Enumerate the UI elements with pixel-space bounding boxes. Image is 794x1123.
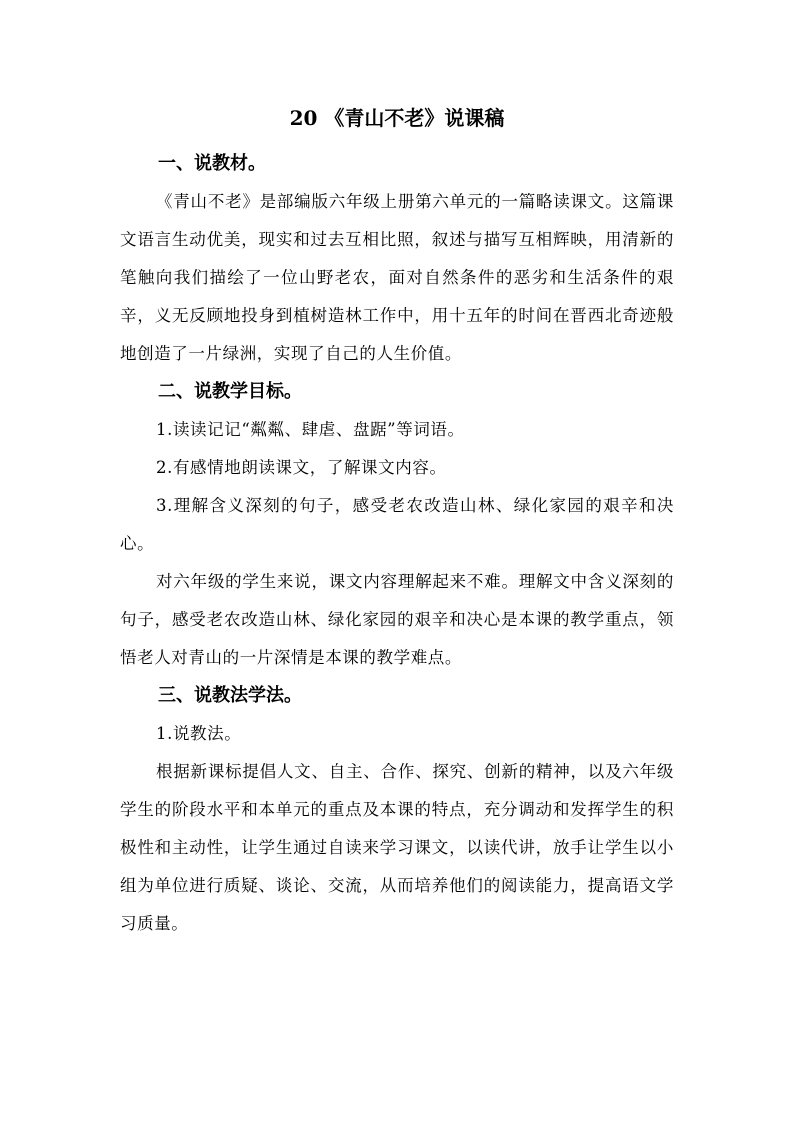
goal-item-2: 2.有感情地朗读课文，了解课文内容。 xyxy=(156,458,447,477)
paragraph-textbook: 《青山不老》是部编版六年级上册第六单元的一篇略读课文。这篇课文语言生动优美，现实和过去互相比照，叙述与描写互相辉映，用清新的笔触向我们描绘了一位山野老农，面对自然条件的恶劣和生活条件的艰辛，义无反顾地投身到植树造林工作中，用十五年的时间在晋西北奇迹般地创造了一片绿洲，实现了自己的人生价值。 xyxy=(120,192,674,363)
section-heading-textbook: 一、说教材。 xyxy=(158,153,266,174)
section-heading-methods: 三、说教法学法。 xyxy=(158,685,302,706)
subheading-teaching-method: 1.说教法。 xyxy=(156,724,242,743)
goal-item-1: 1.读读记记“粼粼、肆虐、盘踞”等词语。 xyxy=(156,420,465,439)
goal-item-3: 3.理解含义深刻的句子，感受老农改造山林、绿化家园的艰辛和决心。 xyxy=(120,496,674,553)
paragraph-focus: 对六年级的学生来说，课文内容理解起来不难。理解文中含义深刻的句子，感受老农改造山林、绿化家园的艰辛和决心是本课的教学重点，领悟老人对青山的一片深情是本课的教学难点。 xyxy=(120,572,674,667)
section-heading-goals: 二、说教学目标。 xyxy=(158,381,302,402)
paragraph-teaching-method: 根据新课标提倡人文、自主、合作、探究、创新的精神，以及六年级学生的阶段水平和本单元的重点及本课的特点，充分调动和发挥学生的积极性和主动性，让学生通过自读来学习课文，以读代讲，放手让学生以小组为单位进行质疑、谈论、交流，从而培养他们的阅读能力，提高语文学习质量。 xyxy=(120,762,674,933)
document-title: 20 《青山不老》说课稿 xyxy=(289,106,505,130)
